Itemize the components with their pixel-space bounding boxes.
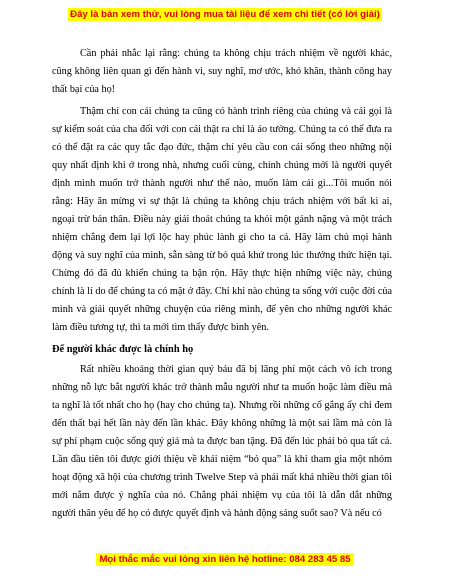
hotline-footer-banner bbox=[0, 554, 450, 565]
preview-notice-text: Đây là bản xem thử, vui lòng mua tài liệu để xem chi tiết (có lời giải) bbox=[70, 9, 380, 20]
document-body bbox=[52, 45, 392, 527]
section-heading: Để người khác được là chính họ bbox=[52, 344, 194, 355]
paragraph-1: Cần phải nhắc lại rằng: chúng ta không chịu trách nhiệm về người khác, cũng không liên quan gì đến hành vi, suy nghĩ, mơ ước, khó khăn, thành công hay thất bại của họ! bbox=[52, 48, 392, 95]
hotline-text: Mọi thắc mắc vui lòng xin liên hệ hotline: 084 283 45 85 bbox=[96, 553, 353, 566]
preview-notice-banner bbox=[0, 9, 450, 20]
paragraph-3: Rất nhiều khoảng thời gian quý báu đã bị lãng phí một cách vô ích trong những nỗ lực bắt người khác trở thành mẫu người như ta muốn hoặc làm điều mà ta nghĩ là tốt nhất cho họ (hay cho chúng ta). Nhưng rồi những cố gắng ấy chỉ đem đến thất bại hết lần này đến lần khác. Đây không những là một sai lầm mà còn là sự phí phạm cuộc sống quý giá mà ta được ban tặng. Đã đến lúc phải bỏ qua tất cả. Lần đầu tiên tôi được giới thiệu về khái niệm “bỏ qua” là khi tham gia một nhóm hoạt động xã hội của chương trình Twelve Step và phải mất khá nhiều thời gian tôi mới nắm được ý nghĩa của nó. Chẳng phải nhiệm vụ của tôi là dẫn dắt những người thân yêu để họ có được quyết định và hành động sáng suốt sao? Và nếu có bbox=[52, 364, 392, 519]
paragraph-2: Thậm chí con cái chúng ta cũng có hành trình riêng của chúng và cái gọi là sự kiểm soát của cha đối với con cái thật ra chỉ là ảo tưởng. Chúng ta có thể đưa ra có thể đặt ra các quy tắc đạo đức, thậm chí yêu cầu con cái sống theo những nội quy nhất định khi ở trong nhà, nhưng cuối cùng, chính chúng mới là người quyết định mình muốn trở thành người như thế nào, muốn làm cái gì...Tôi muốn nói rằng: Hãy ăn mừng vì sự thật là chúng ta không chịu trách nhiệm với bất kì ai, ngoại trừ bản thân. Điều này giải thoát chúng ta khỏi một gánh nặng và một trách nhiệm chẳng đem lại lợi lộc hay phúc lành gì cho ta cả. Hãy làm chủ mọi hành động và suy nghĩ của mình, sẵn sàng từ bỏ quá khứ trong lúc thưởng thức hiện tại. Chừng đó đã đủ khiến chúng ta bận rộn. Hãy thực hiện những việc này, chúng chính là lí do để chúng ta có mặt ở đây. Chỉ khi nào chúng ta sống với cuộc đời của mình và giải quyết những chuyện của riêng mình, để yên cho những người khác làm điều tương tự, thì ta mới tìm thấy được bình yên. bbox=[52, 106, 392, 333]
